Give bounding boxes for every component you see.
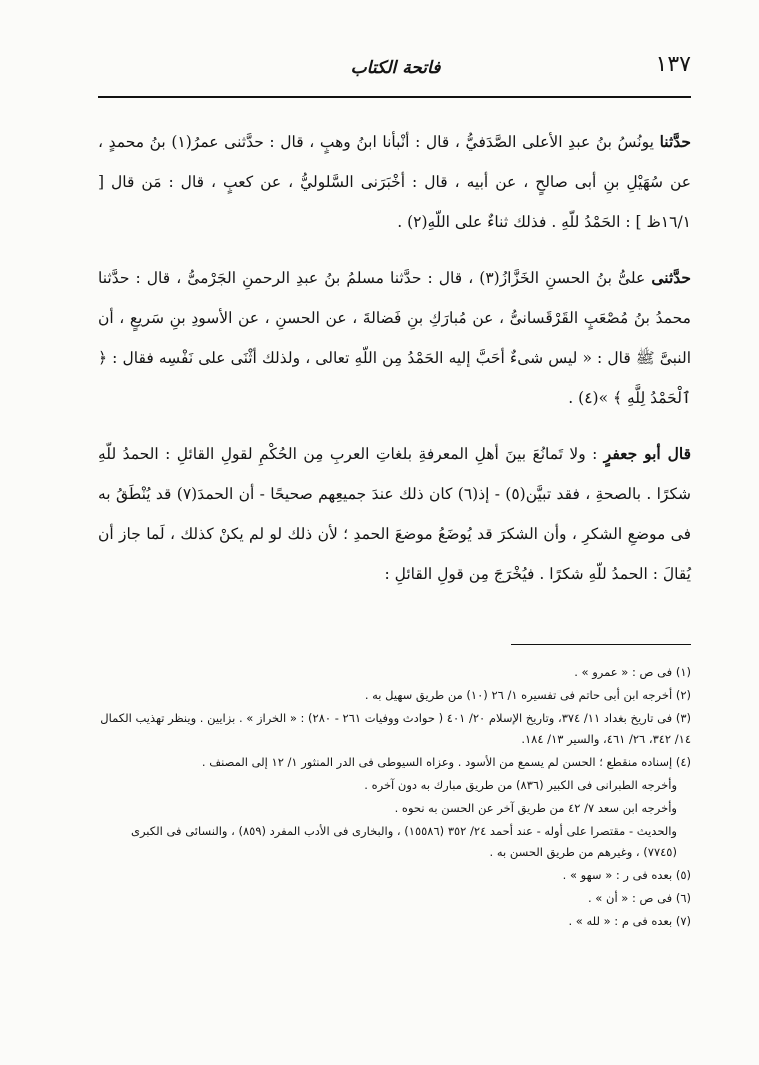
paragraph-lead: حدَّثنا — [659, 132, 691, 151]
page-header — [100, 52, 691, 92]
paragraph-3 — [98, 434, 691, 594]
paragraph-text: يونُسُ بنُ عبدِ الأعلى الصَّدَفيُّ ، قال : أنْبأنا ابنُ وهبٍ ، قال : حدَّثنى عمرُ(١) بنُ محمدٍ ، عن سُهَيْلِ بنِ أبى صالحٍ ، عن أبيه ، قال : أخْبَرَنى السَّلوليُّ ، عن كعبٍ ، قال : مَن قال [ ١٦/١ظ ] : الحَمْدُ للّهِ . فذلك ثناءٌ على اللّهِ(٢) . — [98, 133, 691, 231]
paragraph-text: علىُّ بنُ الحسنِ الخَزَّازُ(٣) ، قال : حدَّثنا مسلمُ بنُ عبدِ الرحمنِ الجَرْمىُّ ، قال : حدَّثنا محمدُ بنُ مُصْعَبٍ القَرْقَسانىُّ ، عن مُبارَكِ بنِ فَضالةَ ، عن الحسنِ ، عن الأسودِ بنِ سَريعٍ ، أن النبىَّ ﷺ قال : « ليس شىءٌ أحَبَّ إليه الحَمْدُ مِن اللّهِ تعالى ، ولذلك أثْنَى على نَفْسِه فقال : ﴿ ٱلْحَمْدُ لِلَّهِ ﴾ »(٤) . — [98, 269, 691, 407]
footnote-4-continuation: وأخرجه ابن سعد ٧/ ٤٢ من طريق آخر عن الحسن به نحوه . — [394, 801, 677, 815]
paragraph-lead: حدَّثنى — [651, 268, 691, 287]
paragraph-lead: قال أبو جعفرٍ — [603, 444, 691, 463]
header-rule — [98, 96, 691, 98]
footnote-4-continuation: والحديث - مقتصرا على أوله - عند أحمد ٢٤/ ٣٥٢ (١٥٥٨٦) ، والبخارى فى الأدب المفرد (٨٥٩) ، والنسائى فى الكبرى (٧٧٤٥) ، وغيرهم من طريق الحسن به . — [130, 824, 677, 859]
footnote-6: (٦) فى ص : « أن » . — [588, 891, 691, 905]
paragraph-text: : ولا تَمانُعَ بينَ أهلِ المعرفةِ بلغاتِ العربِ مِن الحُكْمِ لقولِ القائلِ : الحمدُ للّهِ شكرًا . بالصحةِ ، فقد تبيَّن(٥) - إذ(٦) كان ذلك عندَ جميعِهم صحيحًا - أن الحمدَ(٧) قد يُنْطَقُ به فى موضعِ الشكرِ ، وأن الشكرَ قد يُوضَعُ موضعَ الحمدِ ؛ لأن ذلك لو لم يكنْ كذلك ، لَما جاز أن يُقالَ : الحمدُ للّهِ شكرًا . فيُخْرَجَ مِن قولِ القائلِ : — [98, 445, 691, 583]
paragraph-2 — [98, 258, 691, 418]
running-title: فاتحة الكتاب — [350, 58, 441, 78]
footnote-4-continuation: وأخرجه الطبرانى فى الكبير (٨٣٦) من طريق مبارك به دون آخره . — [364, 778, 677, 792]
main-text — [98, 122, 691, 610]
footnote-4: (٤) إسناده منقطع ؛ الحسن لم يسمع من الأسود . وعزاه السيوطى فى الدر المنثور ١/ ١٢ إلى المصنف . — [201, 755, 691, 769]
footnote-1: (١) فى ص : « عمرو » . — [574, 665, 691, 679]
footnotes — [98, 662, 691, 934]
footnote-5: (٥) بعده فى ر : « سهو » . — [562, 868, 691, 882]
footnote-7: (٧) بعده فى م : « لله » . — [568, 914, 691, 928]
footnote-3: (٣) فى تاريخ بغداد ١١/ ٣٧٤، وتاريخ الإسلام ٢٠/ ٤٠١ ( حوادث ووفيات ٢٦١ - ٢٨٠) : « الخراز » . بزايين . وينظر تهذيب الكمال ١٤/ ٣٤٢، ٢٦/ ٤٦١، والسير ١٣/ ١٨٤. — [100, 711, 691, 746]
page-number: ١٣٧ — [655, 52, 691, 77]
footnote-2: (٢) أخرجه ابن أبى حاتم فى تفسيره ١/ ٢٦ (١٠) من طريق سهيل به . — [364, 688, 691, 702]
paragraph-1 — [98, 122, 691, 242]
footnote-rule — [511, 644, 691, 645]
